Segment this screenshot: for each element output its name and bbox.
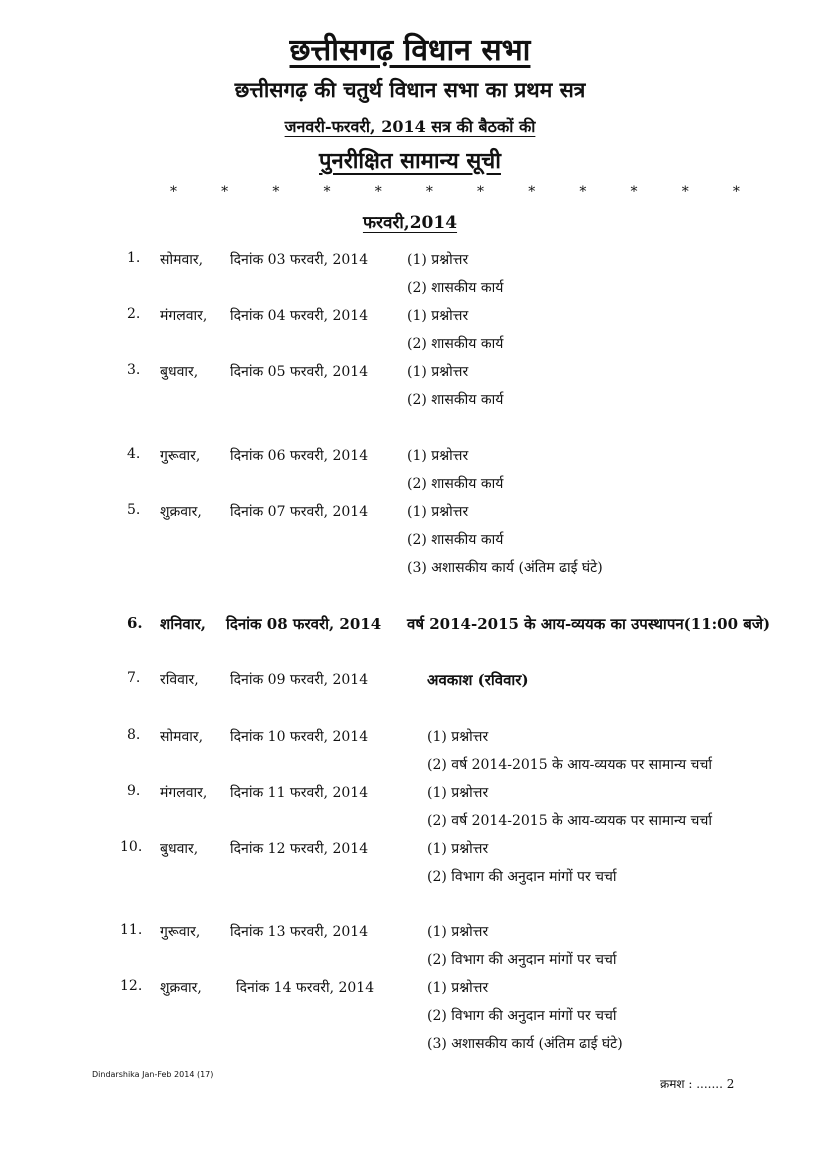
- star-divider: [170, 184, 740, 200]
- star: *: [579, 184, 587, 200]
- row-item: (2) शासकीय कार्य: [407, 392, 504, 408]
- schedule-row: [0, 1006, 820, 1034]
- row-item: (2) शासकीय कार्य: [407, 532, 504, 548]
- star: *: [630, 184, 638, 200]
- schedule-row: [0, 558, 820, 586]
- schedule-row: [0, 783, 820, 811]
- row-item: (2) विभाग की अनुदान मांगों पर चर्चा: [427, 869, 617, 885]
- row-item: (1) प्रश्नोत्तर: [407, 252, 469, 268]
- star: *: [425, 184, 433, 200]
- period-title: जनवरी-फरवरी, 2014 सत्र की बैठकों की: [284, 117, 536, 136]
- star: *: [477, 184, 485, 200]
- list-title: पुनरीक्षित सामान्य सूची: [319, 148, 501, 174]
- schedule-row: [0, 502, 820, 530]
- assembly-title: छत्तीसगढ़ विधान सभा: [289, 33, 531, 68]
- row-number: 5.: [127, 502, 141, 518]
- row-day: गुरूवार,: [160, 924, 201, 940]
- row-item: (3) अशासकीय कार्य (अंतिम ढाई घंटे): [427, 1036, 623, 1052]
- schedule-row: [0, 811, 820, 839]
- row-number: 11.: [120, 922, 143, 938]
- row-date: दिनांक 05 फरवरी, 2014: [230, 364, 369, 380]
- row-day: बुधवार,: [160, 841, 199, 857]
- schedule-row: [0, 978, 820, 1006]
- row-date: दिनांक 09 फरवरी, 2014: [230, 672, 369, 688]
- row-day: शुक्रवार,: [160, 504, 202, 520]
- month-heading: फरवरी,2014: [362, 213, 458, 233]
- row-item: (2) वर्ष 2014-2015 के आय-व्ययक पर सामान्य चर्चा: [427, 757, 712, 773]
- row-number: 8.: [127, 727, 141, 743]
- row-date: दिनांक 14 फरवरी, 2014: [236, 980, 375, 996]
- row-item: वर्ष 2014-2015 के आय-व्ययक का उपस्थापन(11:00 बजे): [407, 615, 771, 633]
- row-number: 2.: [127, 306, 141, 322]
- star: *: [681, 184, 689, 200]
- footer-file-ref: Dindarshika Jan-Feb 2014 (17): [92, 1070, 214, 1079]
- row-item: (1) प्रश्नोत्तर: [407, 448, 469, 464]
- schedule-row: [0, 530, 820, 558]
- row-day: सोमवार,: [160, 729, 204, 745]
- row-day: मंगलवार,: [160, 785, 208, 801]
- row-item: (1) प्रश्नोत्तर: [427, 980, 489, 996]
- schedule-row: [0, 446, 820, 474]
- row-date: दिनांक 08 फरवरी, 2014: [226, 615, 382, 633]
- row-day: बुधवार,: [160, 364, 199, 380]
- schedule-row: [0, 670, 820, 698]
- row-item: (1) प्रश्नोत्तर: [427, 841, 489, 857]
- schedule-row: [0, 950, 820, 978]
- row-day: मंगलवार,: [160, 308, 208, 324]
- row-date: दिनांक 10 फरवरी, 2014: [230, 729, 369, 745]
- row-item: (2) विभाग की अनुदान मांगों पर चर्चा: [427, 1008, 617, 1024]
- schedule-row: [0, 390, 820, 418]
- star: *: [374, 184, 382, 200]
- row-number: 3.: [127, 362, 141, 378]
- row-number: 10.: [120, 839, 143, 855]
- row-item: (1) प्रश्नोत्तर: [407, 504, 469, 520]
- row-date: दिनांक 13 फरवरी, 2014: [230, 924, 369, 940]
- star: *: [272, 184, 280, 200]
- row-item: (1) प्रश्नोत्तर: [407, 308, 469, 324]
- row-item: अवकाश (रविवार): [427, 671, 529, 689]
- schedule-row: [0, 334, 820, 362]
- schedule-row: [0, 278, 820, 306]
- schedule-row: [0, 867, 820, 895]
- star: *: [170, 184, 177, 200]
- row-day: सोमवार,: [160, 252, 204, 268]
- row-number: 12.: [120, 978, 143, 994]
- star: *: [221, 184, 229, 200]
- schedule-row: [0, 1034, 820, 1062]
- schedule-row: [0, 614, 820, 642]
- schedule-row: [0, 474, 820, 502]
- schedule-row: [0, 755, 820, 783]
- row-date: दिनांक 03 फरवरी, 2014: [230, 252, 369, 268]
- row-date: दिनांक 06 फरवरी, 2014: [230, 448, 369, 464]
- row-date: दिनांक 07 फरवरी, 2014: [230, 504, 369, 520]
- schedule-row: [0, 727, 820, 755]
- row-day: गुरूवार,: [160, 448, 201, 464]
- row-date: दिनांक 12 फरवरी, 2014: [230, 841, 369, 857]
- row-item: (2) शासकीय कार्य: [407, 336, 504, 352]
- row-item: (2) विभाग की अनुदान मांगों पर चर्चा: [427, 952, 617, 968]
- row-item: (2) शासकीय कार्य: [407, 476, 504, 492]
- row-number: 9.: [127, 783, 141, 799]
- row-item: (1) प्रश्नोत्तर: [407, 364, 469, 380]
- footer-continued: क्रमश : ....... 2: [660, 1077, 735, 1091]
- row-number: 6.: [127, 614, 143, 632]
- schedule-row: [0, 250, 820, 278]
- session-title: छत्तीसगढ़ की चतुर्थ विधान सभा का प्रथम सत्र: [234, 77, 586, 102]
- star: *: [323, 184, 331, 200]
- row-item: (1) प्रश्नोत्तर: [427, 729, 489, 745]
- row-day: रविवार,: [160, 672, 199, 688]
- row-number: 1.: [127, 250, 141, 266]
- row-item: (2) वर्ष 2014-2015 के आय-व्ययक पर सामान्य चर्चा: [427, 813, 712, 829]
- row-number: 4.: [127, 446, 141, 462]
- schedule-row: [0, 306, 820, 334]
- star: *: [528, 184, 536, 200]
- row-number: 7.: [127, 670, 141, 686]
- row-day: शनिवार,: [160, 615, 206, 633]
- row-item: (2) शासकीय कार्य: [407, 280, 504, 296]
- row-date: दिनांक 11 फरवरी, 2014: [230, 785, 369, 801]
- schedule-row: [0, 839, 820, 867]
- row-day: शुक्रवार,: [160, 980, 202, 996]
- schedule-row: [0, 362, 820, 390]
- row-item: (3) अशासकीय कार्य (अंतिम ढाई घंटे): [407, 560, 603, 576]
- row-date: दिनांक 04 फरवरी, 2014: [230, 308, 369, 324]
- row-item: (1) प्रश्नोत्तर: [427, 924, 489, 940]
- schedule-row: [0, 922, 820, 950]
- row-item: (1) प्रश्नोत्तर: [427, 785, 489, 801]
- star: *: [732, 184, 740, 200]
